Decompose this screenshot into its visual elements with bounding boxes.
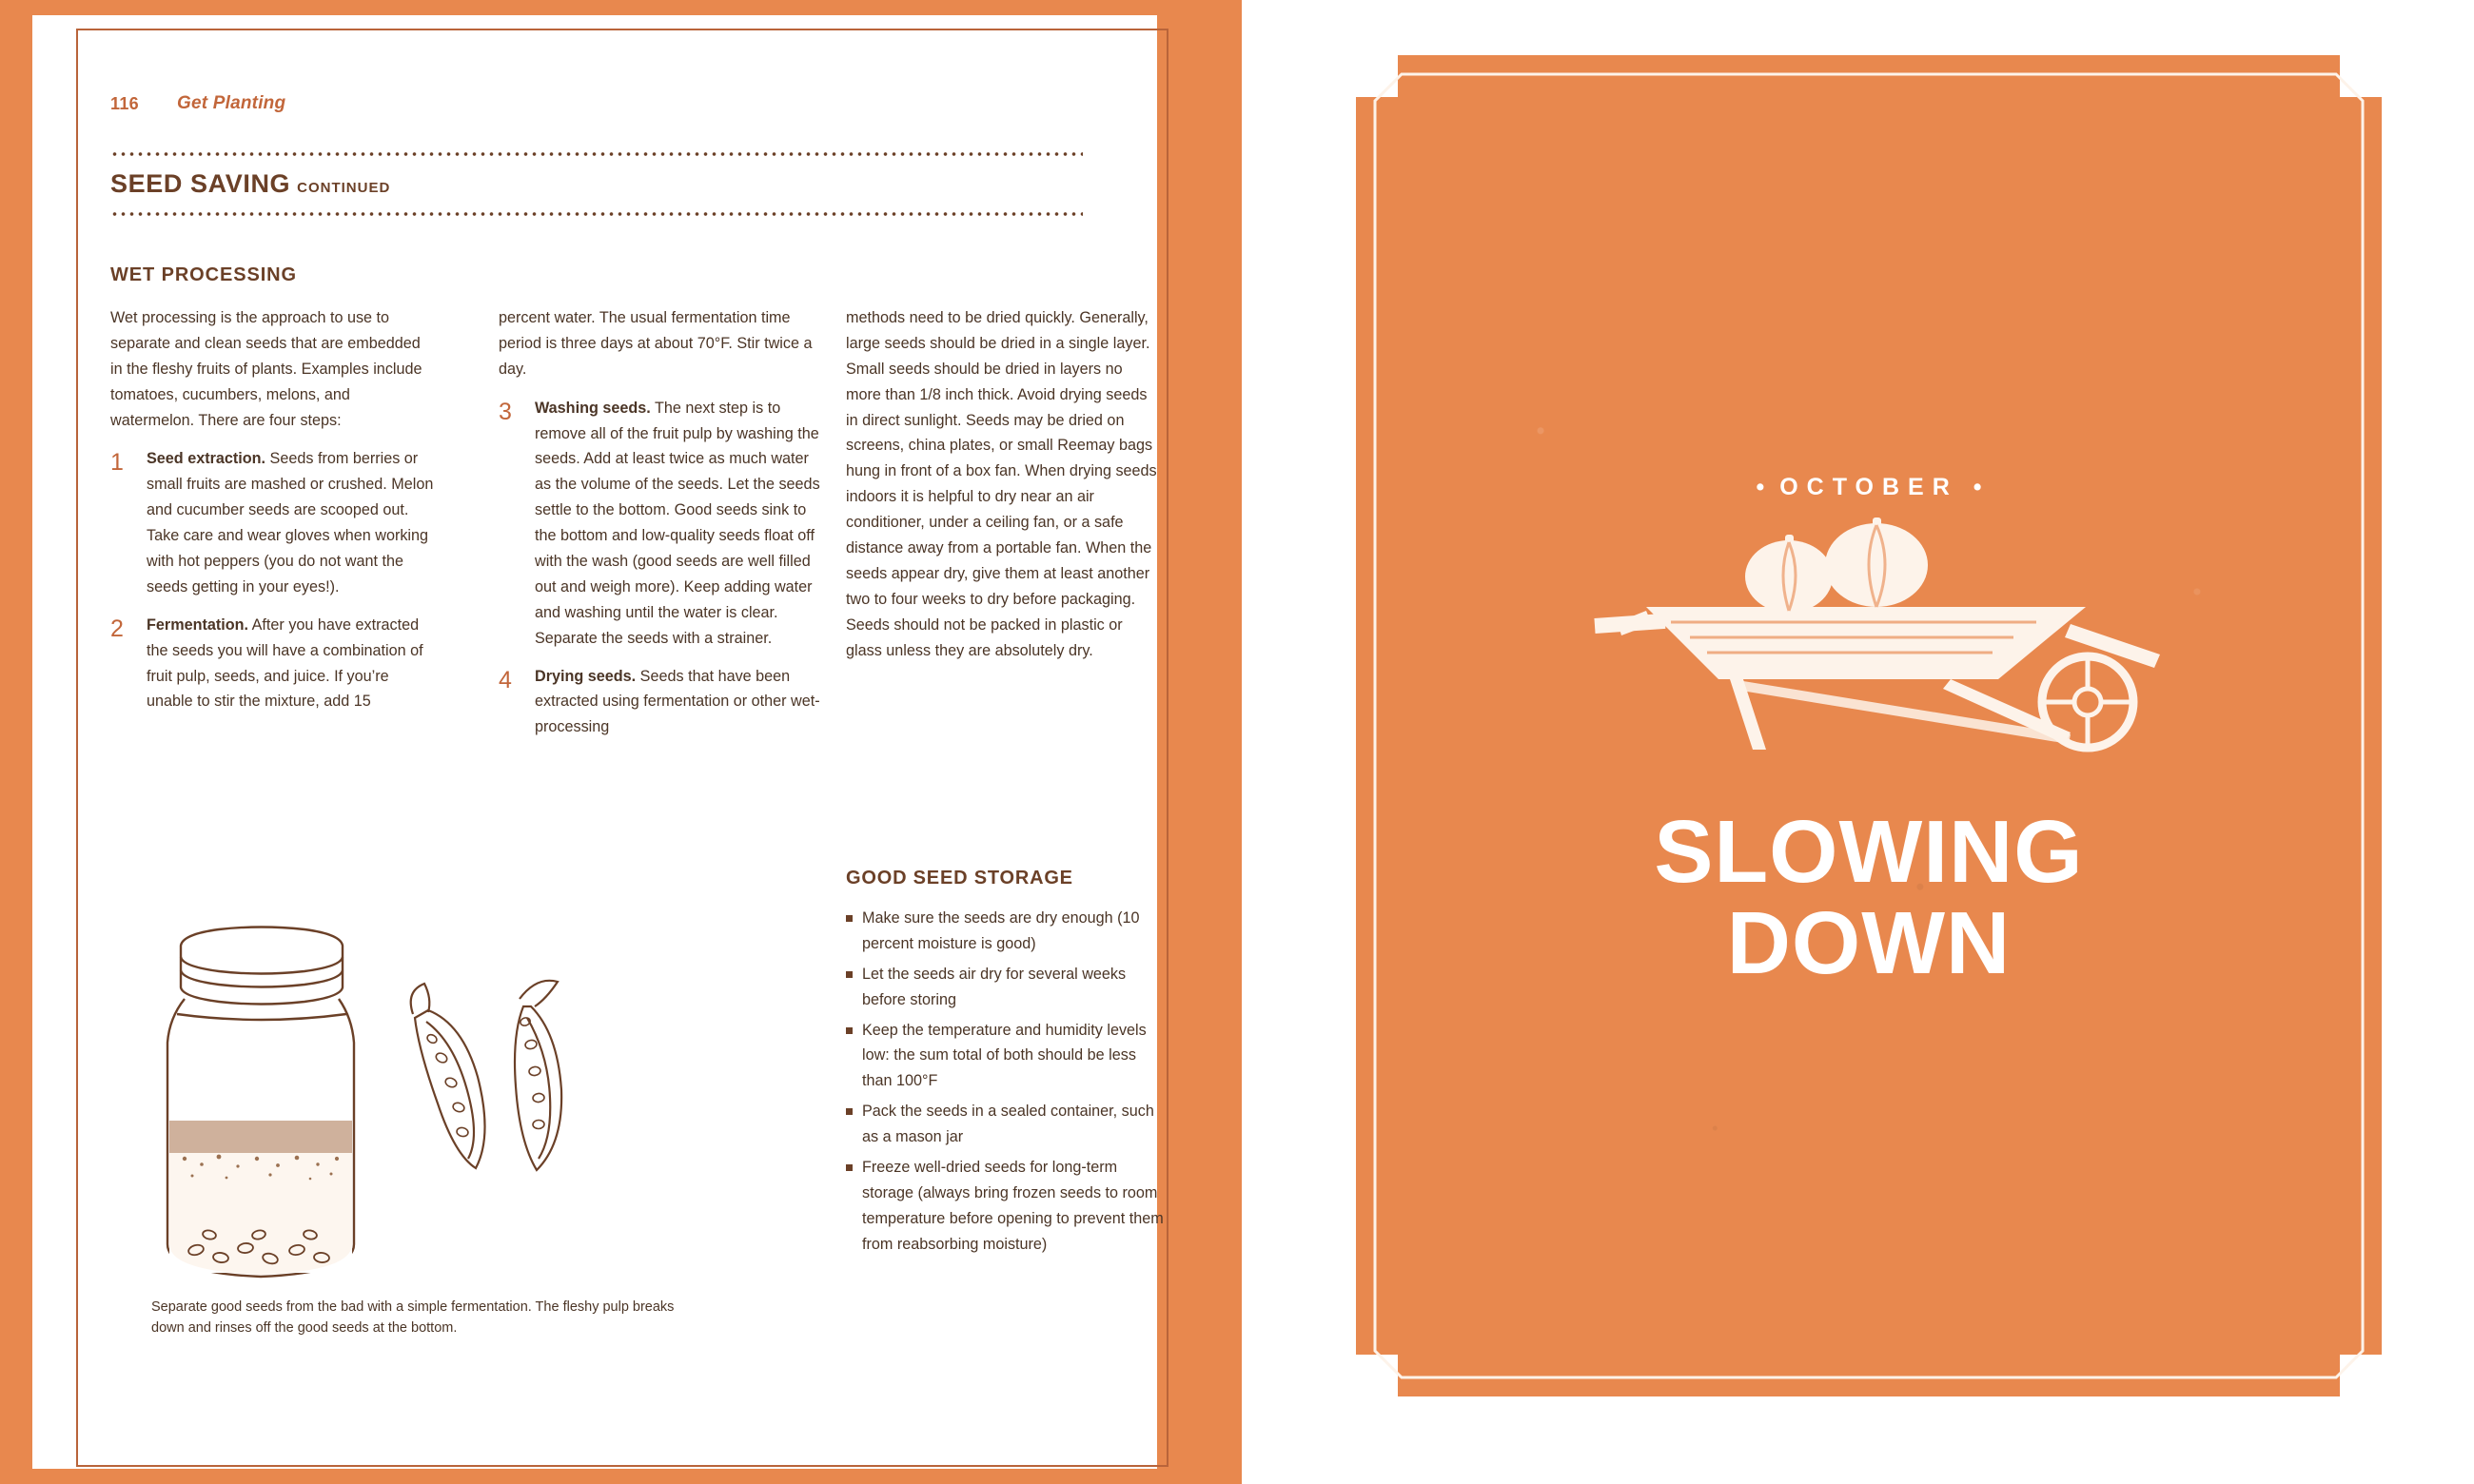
continued-paragraph-step4: methods need to be dried quickly. Generally, large seeds should be dried in a single layer. Small seeds should be dried in layers no more than 1/8 inch thick. Avoid drying seeds in direct sunlight. Seeds may be dried on screens, china plates, or small Reemay bags hung in front of a box fan. When drying seeds indoors it is helpful to dry near an air conditioner, under a ceiling fan, or a safe distance away from a portable fan. When the seeds appear dry, give them at least another two to four weeks to dry before packaging. Seeds should not be packed in plastic or glass unless they are absolutely dry. — [846, 309, 1157, 659]
page-paper — [32, 15, 1164, 1469]
list-item: Keep the temperature and humidity levels low: the sum total of both should be less than 100°F — [846, 1018, 1164, 1095]
storage-bullet-list — [846, 906, 1164, 1262]
chapter-month-label — [1356, 474, 2382, 501]
list-item: Pack the seeds in a sealed container, such as a mason jar — [846, 1099, 1164, 1150]
wheelbarrow-illustration — [1503, 512, 2227, 769]
step-title: Drying seeds. — [535, 667, 637, 685]
step-title: Fermentation. — [147, 615, 249, 634]
jar-and-peppers-svg — [128, 900, 756, 1299]
step-title: Washing seeds. — [535, 399, 651, 417]
text-column-3 — [846, 305, 1160, 676]
step-body: Seeds from berries or small fruits are mashed or crushed. Melon and cucumber seeds are scooped out. Take care and wear gloves when working with hot peppers (you do not want the seeds getting in your eyes!). — [147, 450, 434, 596]
corner-notch-bottom-right — [2340, 1355, 2382, 1396]
steps-list-col2 — [499, 396, 822, 741]
corner-notch-top-right — [2340, 55, 2382, 97]
fermentation-illustration — [128, 900, 756, 1299]
storage-section-title: GOOD SEED STORAGE — [846, 868, 1073, 888]
step-item-3 — [499, 396, 822, 652]
section-title-text: SEED SAVING — [110, 169, 291, 198]
month-text: OCTOBER — [1779, 474, 1958, 500]
wheelbarrow-pumpkins-svg — [1503, 512, 2227, 769]
step-body: The next step is to remove all of the fruit pulp by washing the seeds. Add at least twice as much water as the volume of the seeds. Let the seeds settle to the bottom. Good seeds sink to the bottom and low-quality seeds float off with the wash (good seeds are well filled out and weigh more). Keep adding water and washing until the water is clear. Separate the seeds with a strainer. — [535, 399, 820, 647]
step-number: 1 — [110, 449, 124, 477]
step-item-2 — [110, 613, 434, 715]
right-page — [1242, 0, 2474, 1484]
step-item-4 — [499, 664, 822, 741]
steps-list-col1 — [110, 446, 434, 714]
list-item: Freeze well-dried seeds for long-term storage (always bring frozen seeds to room temperature before opening to prevent them from reabsorbing moisture) — [846, 1155, 1164, 1258]
continued-paragraph-step2: percent water. The usual fermentation time period is three days at about 70°F. Stir twice a day. — [499, 309, 813, 378]
step-body: Seeds that have been extracted using fermentation or other wet-processing — [535, 667, 820, 736]
corner-notch-top-left — [1356, 55, 1398, 97]
dotted-rule-top — [110, 152, 1083, 156]
step-item-1 — [110, 446, 434, 599]
subsection-title: WET PROCESSING — [110, 264, 297, 285]
section-title — [110, 169, 390, 199]
chapter-title-line-2: DOWN — [1726, 892, 2012, 992]
step-number: 4 — [499, 666, 512, 693]
step-title: Seed extraction. — [147, 450, 266, 468]
section-continued-label: CONTINUED — [297, 180, 391, 196]
text-column-2 — [499, 305, 822, 752]
chapter-title-line-1: SLOWING — [1654, 802, 2084, 901]
step-number: 3 — [499, 398, 512, 425]
text-column-1 — [110, 305, 434, 727]
list-item: Make sure the seeds are dry enough (10 percent moisture is good) — [846, 906, 1164, 957]
corner-notch-bottom-left — [1356, 1355, 1398, 1396]
chapter-opener-panel — [1356, 55, 2382, 1396]
dotted-rule-bottom — [110, 212, 1083, 216]
month-dot-right: • — [1973, 474, 1982, 500]
chapter-title — [1356, 802, 2382, 992]
intro-paragraph: Wet processing is the approach to use to separate and clean seeds that are embedded in the fleshy fruits of plants. Examples include tomatoes, cucumbers, melons, and watermelon. There are four steps: — [110, 309, 422, 429]
month-dot-left: • — [1756, 474, 1765, 500]
step-body: After you have extracted the seeds you will have a combination of fruit pulp, seeds, and juice. If you’re unable to stir the mixture, add 15 — [147, 615, 423, 711]
step-number: 2 — [110, 615, 124, 642]
figure-caption: Separate good seeds from the bad with a simple fermentation. The fleshy pulp breaks down and rinses off the good seeds at the bottom. — [151, 1299, 675, 1336]
page-number: 116 — [110, 94, 139, 113]
running-head: Get Planting — [177, 93, 286, 113]
list-item: Let the seeds air dry for several weeks before storing — [846, 962, 1164, 1013]
